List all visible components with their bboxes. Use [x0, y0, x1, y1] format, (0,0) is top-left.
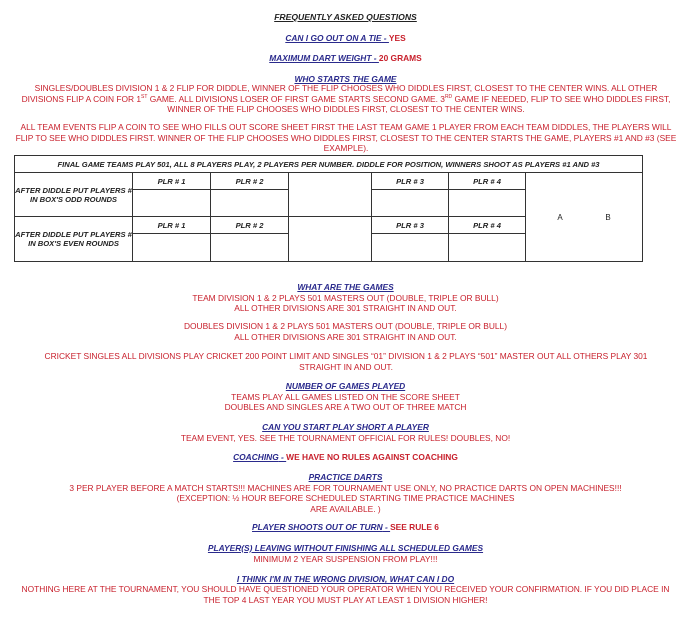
cell-ab — [526, 173, 643, 262]
cell-empty — [449, 190, 526, 217]
cell-empty — [372, 190, 449, 217]
question-coaching: COACHING — [233, 452, 279, 462]
text: GAME IF NEEDED, FLIP TO SEE WHO DIDDLES FIRST, WINNER OF THE FLIP CHOOSES WHO DIDDLES FIRST, CLOSEST TO THE CENTER WINS. — [167, 93, 671, 115]
text: SINGLES/DOUBLES DIVISION 1 & 2 FLIP FOR DIDDLE, WINNER OF THE FLIP CHOOSES WHO DIDDLES FIRST, CLOSEST TO THE CENTER WINS. ALL OTHER DIVISIONS FLIP A COIN FOR 1 — [21, 83, 658, 104]
label-b: B — [605, 212, 611, 222]
faq-weight — [0, 53, 691, 64]
answer-weight: 20 GRAMS — [378, 53, 422, 63]
cell-plr2: PLR # 2 — [211, 217, 289, 234]
row-label-odd: AFTER DIDDLE PUT PLAYERS # IN BOX'S ODD ROUNDS — [15, 173, 133, 217]
answer-line: TEAM EVENT, YES. SEE THE TOURNAMENT OFFICIAL FOR RULES! DOUBLES, NO! — [180, 432, 511, 443]
answer-line: MINIMUM 2 YEAR SUSPENSION FROM PLAY!!! — [253, 553, 438, 564]
cell-plr1: PLR # 1 — [133, 173, 211, 190]
separator: - — [382, 522, 391, 532]
answer-line: TEAMS PLAY ALL GAMES LISTED ON THE SCORE SHEET — [231, 391, 460, 402]
cell-empty — [133, 190, 211, 217]
question-out-of-turn: PLAYER SHOOTS OUT OF TURN — [252, 522, 383, 532]
cell-plr4: PLR # 4 — [449, 217, 526, 234]
label-a: A — [557, 212, 563, 222]
answer-line: DOUBLES DIVISION 1 & 2 PLAYS 501 MASTERS OUT (DOUBLE, TRIPLE OR BULL) — [183, 321, 507, 331]
question-games: WHAT ARE THE GAMES — [297, 282, 394, 292]
answer-line: (EXCEPTION: ½ HOUR BEFORE SCHEDULED STARTING TIME PRACTICE MACHINES — [176, 493, 515, 504]
faq-out-of-turn — [0, 522, 691, 533]
faq-coaching — [0, 452, 691, 463]
cell-empty — [449, 234, 526, 262]
faq-division — [0, 574, 691, 585]
cell-blank — [289, 173, 372, 217]
question-division: I THINK I'M IN THE WRONG DIVISION, WHAT CAN I DO — [236, 574, 455, 584]
page-title: FREQUENTLY ASKED QUESTIONS — [274, 12, 417, 22]
faq-games-doubles — [0, 321, 691, 342]
faq-practice — [0, 472, 691, 514]
answer-line: ARE AVAILABLE. ) — [310, 503, 381, 514]
answer-line: 3 PER PLAYER BEFORE A MATCH STARTS!!! MACHINES ARE FOR TOURNAMENT USE ONLY, NO PRACTICE DARTS ON OPEN MACHINES!!! — [69, 482, 622, 493]
answer-cricket: CRICKET SINGLES ALL DIVISIONS PLAY CRICKET 200 POINT LIMIT AND SINGLES “01” DIVISION 1 & 2 PLAYS “501” MASTER OUT ALL OTHERS PLAY 301 STRAIGHT IN AND OUT. — [44, 351, 648, 372]
question-tie: CAN I GO OUT ON A TIE — [285, 33, 382, 43]
answer-coaching: WE HAVE NO RULES AGAINST COACHING — [286, 452, 458, 462]
faq-num-games — [0, 381, 691, 413]
cell-empty — [372, 234, 449, 262]
answer-line: DOUBLES AND SINGLES ARE A TWO OUT OF THREE MATCH — [224, 402, 467, 413]
question-practice: PRACTICE DARTS — [308, 472, 383, 482]
faq-tie — [0, 33, 691, 44]
answer-line: ALL OTHER DIVISIONS ARE 301 STRAIGHT IN AND OUT. — [234, 303, 457, 314]
answer-division: NOTHING HERE AT THE TOURNAMENT, YOU SHOULD HAVE QUESTIONED YOUR OPERATOR WHEN YOU RECEIVED YOUR CONFIRMATION. IF YOU DID PLACE IN THE TOP 4 LAST YEAR YOU MUST PLAY AT LEAST 1 DIVISION HIGHER! — [21, 584, 670, 605]
row-label-even: AFTER DIDDLE PUT PLAYERS # IN BOX'S EVEN ROUNDS — [15, 217, 133, 262]
faq-short — [0, 422, 691, 443]
faq-leaving — [0, 543, 691, 564]
cell-plr4: PLR # 4 — [449, 173, 526, 190]
cell-plr3: PLR # 3 — [372, 173, 449, 190]
cell-empty — [211, 234, 289, 262]
cell-plr2: PLR # 2 — [211, 173, 289, 190]
superscript: ST — [141, 93, 148, 100]
question-num-games: NUMBER OF GAMES PLAYED — [285, 381, 406, 391]
question-who-starts: WHO STARTS THE GAME — [294, 74, 397, 84]
answer-who-starts-p2: ALL TEAM EVENTS FLIP A COIN TO SEE WHO FILLS OUT SCORE SHEET FIRST THE LAST TEAM GAME 1 PLAYER FROM EACH TEAM DIDDLES, THE PLAYERS WILL FLIP TO SEE WHO DIDDLES FIRST. WINNER OF THE FLIP CHOOSES WHO DIDDLES FIRST, CLOSEST TO THE CENTER STARTS THE GAME, PLAYERS #1 AND #3 (SEE EXAMPLE). — [15, 122, 677, 154]
superscript: RD — [444, 93, 453, 100]
cell-plr1: PLR # 1 — [133, 217, 211, 234]
cell-plr3: PLR # 3 — [372, 217, 449, 234]
separator: - — [381, 33, 389, 43]
separator: - — [278, 452, 287, 462]
cell-empty — [133, 234, 211, 262]
answer-out-of-turn: SEE RULE 6 — [390, 522, 439, 532]
question-leaving: PLAYER(S) LEAVING WITHOUT FINISHING ALL SCHEDULED GAMES — [207, 543, 484, 553]
table-header: FINAL GAME TEAMS PLAY 501, ALL 8 PLAYERS PLAY, 2 PLAYERS PER NUMBER. DIDDLE FOR POSITION, WINNERS SHOOT AS PLAYERS #1 AND #3 — [15, 156, 643, 173]
faq-games — [0, 282, 691, 314]
text: GAME. ALL DIVISIONS LOSER OF FIRST GAME STARTS SECOND GAME. 3 — [147, 93, 445, 104]
cell-empty — [211, 190, 289, 217]
faq-title-block — [0, 12, 691, 23]
answer-who-starts-p1 — [14, 83, 678, 115]
answer-tie: YES — [388, 33, 406, 43]
example-score-table — [14, 155, 643, 262]
cell-blank — [289, 217, 372, 262]
question-short: CAN YOU START PLAY SHORT A PLAYER — [262, 422, 429, 432]
separator: - — [371, 53, 379, 63]
answer-line: ALL OTHER DIVISIONS ARE 301 STRAIGHT IN AND OUT. — [234, 331, 457, 342]
question-weight: MAXIMUM DART WEIGHT — [269, 53, 372, 63]
answer-line: TEAM DIVISION 1 & 2 PLAYS 501 MASTERS OUT (DOUBLE, TRIPLE OR BULL) — [192, 292, 499, 303]
